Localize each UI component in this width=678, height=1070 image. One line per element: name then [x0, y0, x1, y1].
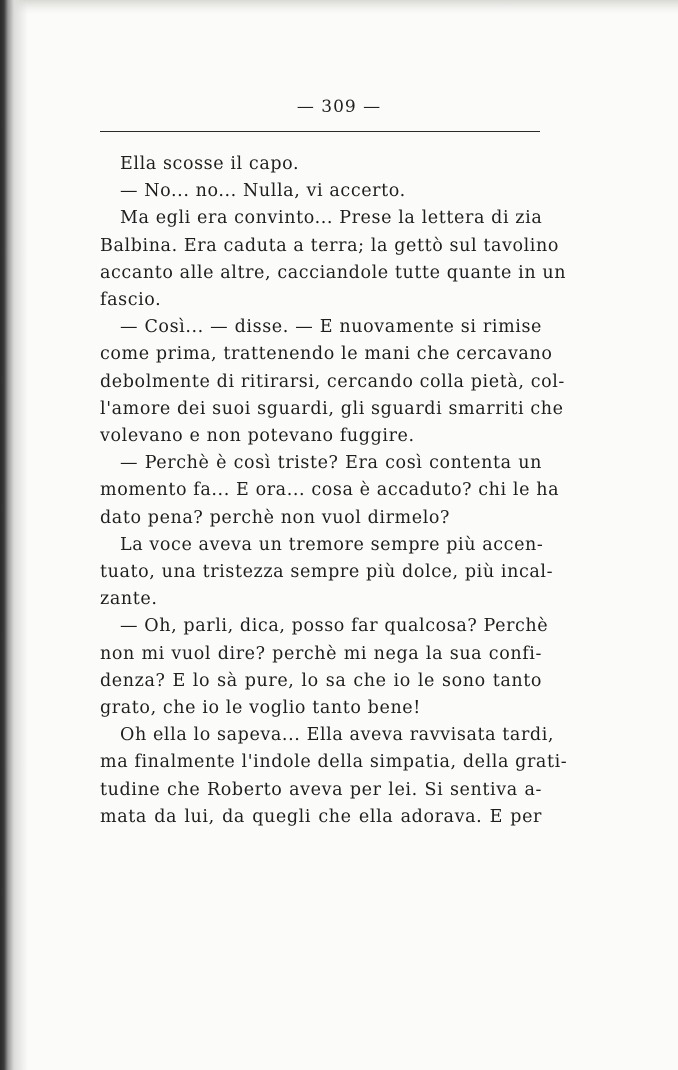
text-line: volevano e non potevano fuggire.: [100, 426, 415, 447]
text-line: Oh ella lo sapeva... Ella aveva ravvisata tardi,: [120, 725, 555, 746]
text-line: dato pena? perchè non vuol dirmelo?: [100, 507, 451, 528]
text-line: — Perchè è così triste? Era così contenta un: [120, 453, 542, 474]
page-top-edge: [0, 0, 678, 14]
text-line: Balbina. Era caduta a terra; la gettò sul tavolino: [100, 235, 560, 256]
text-line: Ella scosse il capo.: [120, 154, 300, 174]
text-line: accanto alle altre, cacciandole tutte quante in un: [100, 262, 567, 283]
text-line: momento fa... E ora... cosa è accaduto? chi le ha: [100, 480, 560, 501]
text-line: tuato, una tristezza sempre più dolce, più incal-: [100, 562, 554, 583]
text-line: grato, che io le voglio tanto bene!: [100, 698, 421, 719]
text-line: denza? E lo sà pure, lo sa che io le sono tanto: [100, 670, 542, 691]
text-line: La voce aveva un tremore sempre più accen-: [120, 534, 544, 555]
text-line: — No... no... Nulla, vi accerto.: [120, 181, 406, 202]
text-line: tudine che Roberto aveva per lei. Si sentiva a-: [100, 779, 542, 800]
page-binding-edge: [0, 0, 28, 1070]
text-line: mata da lui, da quegli che ella adorava. E per: [100, 806, 542, 827]
page-number: — 309 —: [296, 97, 382, 117]
text-line: debolmente di ritirarsi, cercando colla pietà, col-: [100, 371, 565, 392]
text-line: — Oh, parli, dica, posso far qualcosa? Perchè: [120, 616, 549, 637]
text-line: fascio.: [100, 290, 162, 311]
text-line: come prima, trattenendo le mani che cercavano: [100, 344, 553, 365]
text-line: l'amore dei suoi sguardi, gli sguardi smarriti che: [100, 398, 564, 419]
text-line: — Così... — disse. — E nuovamente si rimise: [120, 317, 542, 338]
text-line: zante.: [100, 589, 158, 610]
text-line: ma finalmente l'indole della simpatia, della grati-: [100, 752, 568, 773]
header-rule: [100, 131, 540, 132]
text-line: Ma egli era convinto... Prese la lettera di zia: [120, 208, 543, 229]
text-line: non mi vuol dire? perchè mi nega la sua confi-: [100, 643, 542, 664]
body-text: [100, 151, 568, 831]
